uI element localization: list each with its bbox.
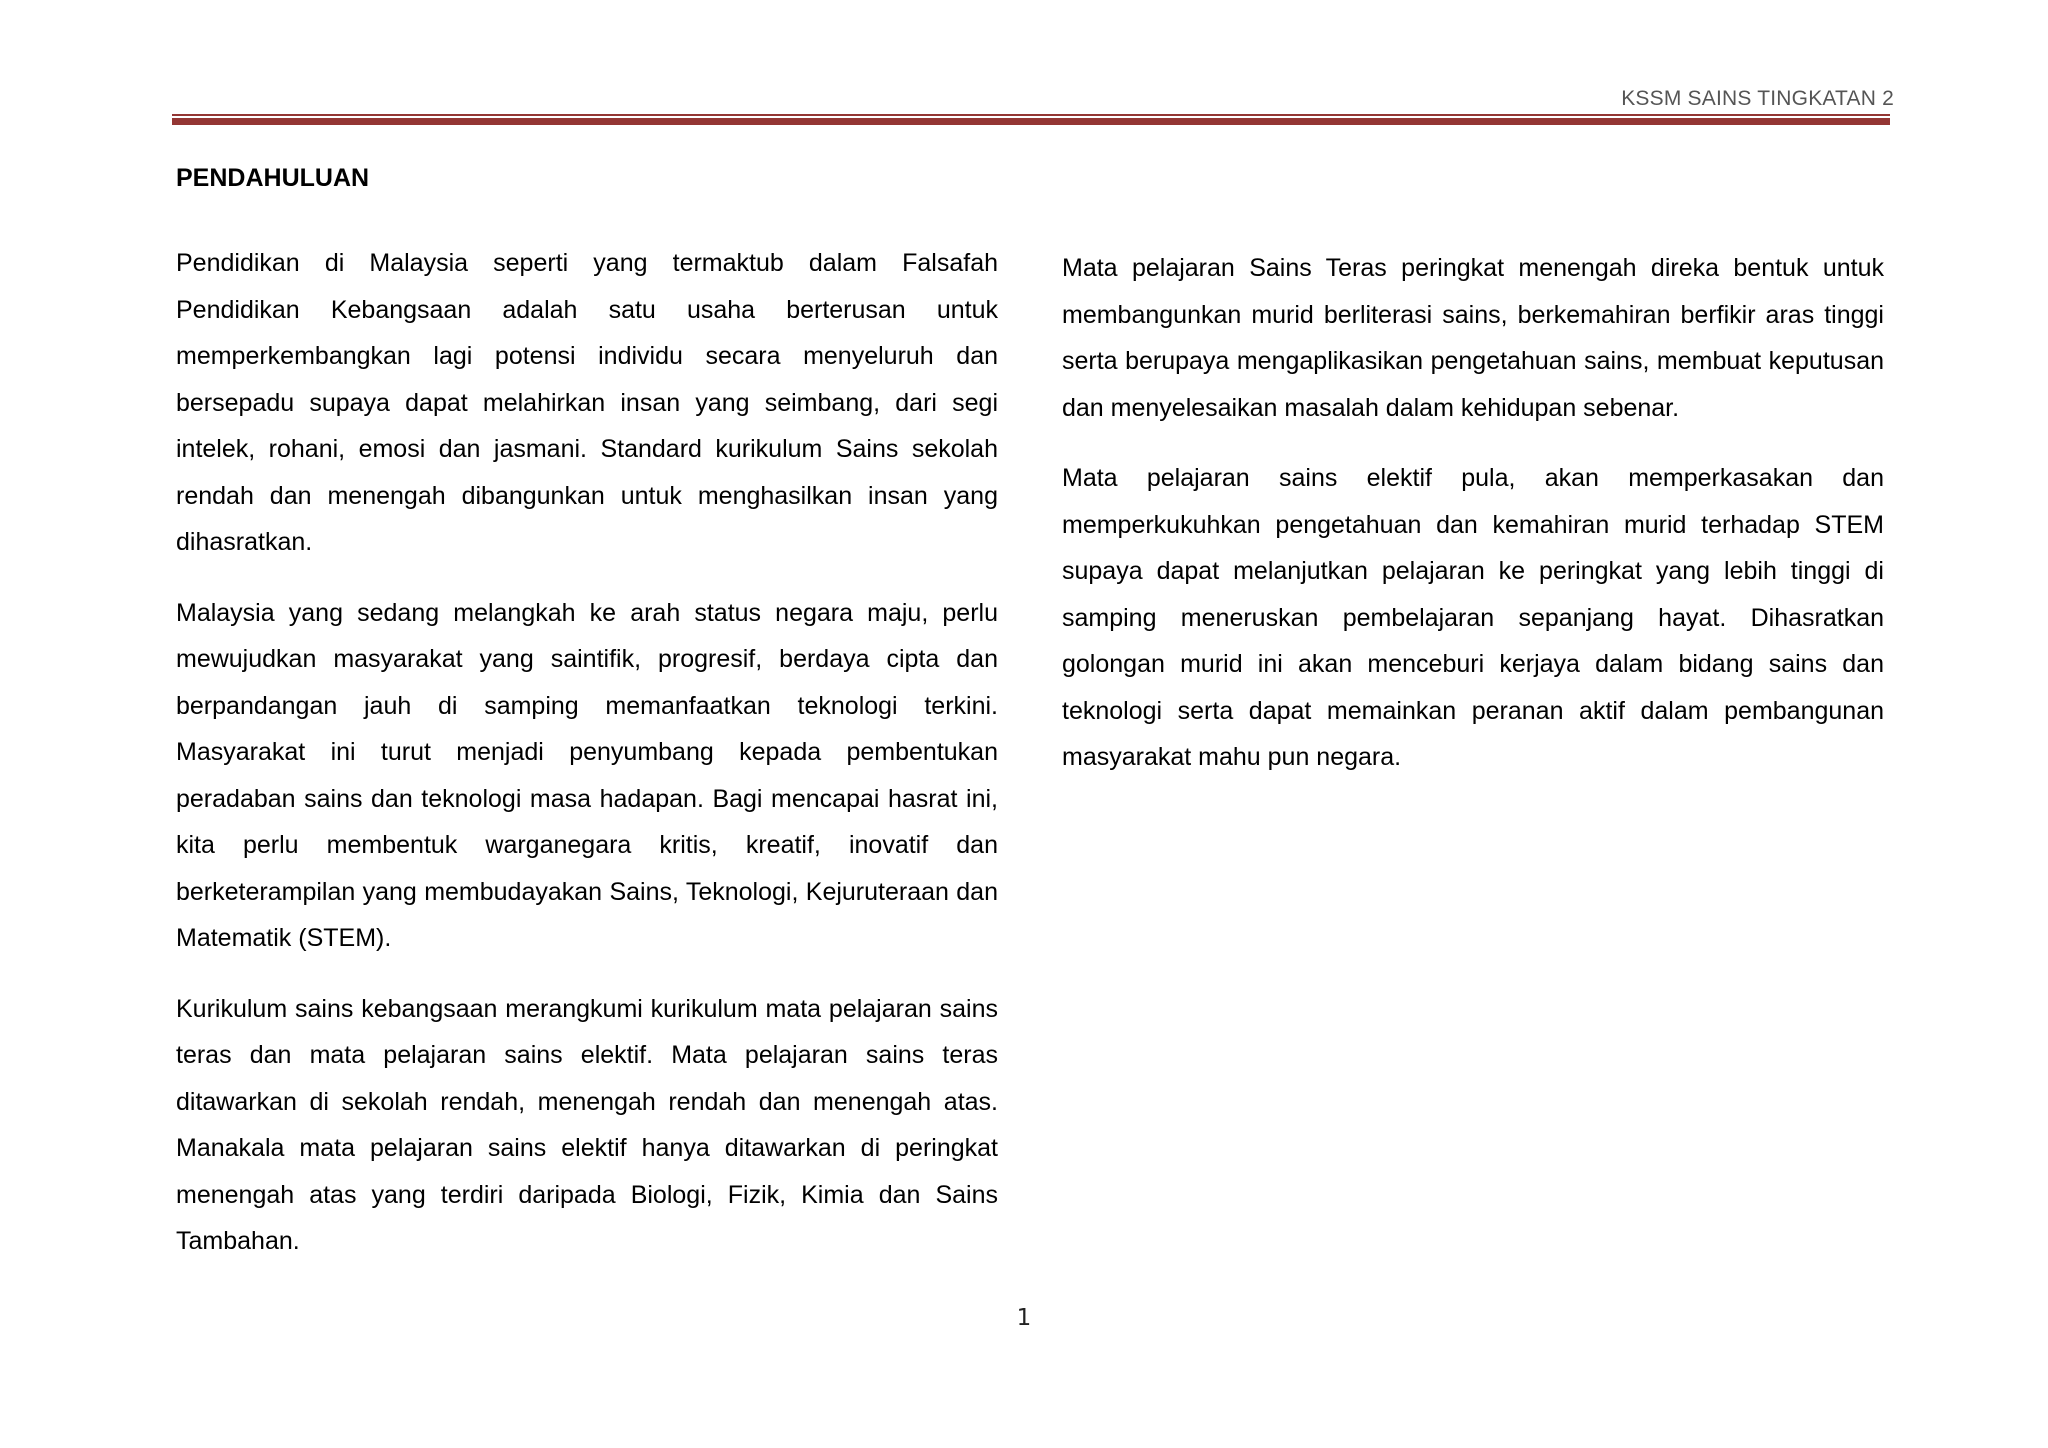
page-number: 1 <box>1016 1305 1032 1331</box>
paragraph: Kurikulum sains kebangsaan merangkumi kurikulum mata pelajaran sains teras dan mata pelajaran sains elektif. Mata pelajaran sains teras ditawarkan di sekolah rendah, menengah rendah dan menengah atas. Manakala mata pelajaran sains elektif hanya ditawarkan di peringkat menengah atas yang terdiri daripada Biologi, Fizik, Kimia dan Sains Tambahan. <box>176 994 998 1255</box>
header-rule-thick <box>172 118 1890 125</box>
header-rule-thin <box>172 114 1890 116</box>
right-column <box>1062 245 1884 805</box>
running-header: KSSM SAINS TINGKATAN 2 <box>1621 87 1894 110</box>
left-column <box>176 240 998 1289</box>
page-heading: PENDAHULUAN <box>176 164 370 192</box>
header-rule <box>172 114 1890 128</box>
paragraph: Mata pelajaran Sains Teras peringkat menengah direka bentuk untuk membangunkan murid berliterasi sains, berkemahiran berfikir aras tinggi serta berupaya mengaplikasikan pengetahuan sains, membuat keputusan dan menyelesaikan masalah dalam kehidupan sebenar. <box>1062 254 1884 422</box>
paragraph: Pendidikan di Malaysia seperti yang termaktub dalam Falsafah Pendidikan Kebangsaan adalah satu usaha berterusan untuk memperkembangkan lagi potensi individu secara menyeluruh dan bersepadu supaya dapat melahirkan insan yang seimbang, dari segi intelek, rohani, emosi dan jasmani. Standard kurikulum Sains sekolah rendah dan menengah dibangunkan untuk menghasilkan insan yang dihasratkan. <box>176 249 998 556</box>
paragraph: Malaysia yang sedang melangkah ke arah status negara maju, perlu mewujudkan masyarakat yang saintifik, progresif, berdaya cipta dan berpandangan jauh di samping memanfaatkan teknologi terkini. Masyarakat ini turut menjadi penyumbang kepada pembentukan peradaban sains dan teknologi masa hadapan. Bagi mencapai hasrat ini, kita perlu membentuk warganegara kritis, kreatif, inovatif dan berketerampilan yang membudayakan Sains, Teknologi, Kejuruteraan dan Matematik (STEM). <box>176 598 998 952</box>
paragraph: Mata pelajaran sains elektif pula, akan memperkasakan dan memperkukuhkan pengetahuan dan kemahiran murid terhadap STEM supaya dapat melanjutkan pelajaran ke peringkat yang lebih tinggi di samping meneruskan pembelajaran sepanjang hayat. Dihasratkan golongan murid ini akan menceburi kerjaya dalam bidang sains dan teknologi serta dapat memainkan peranan aktif dalam pembangunan masyarakat mahu pun negara. <box>1062 464 1884 771</box>
